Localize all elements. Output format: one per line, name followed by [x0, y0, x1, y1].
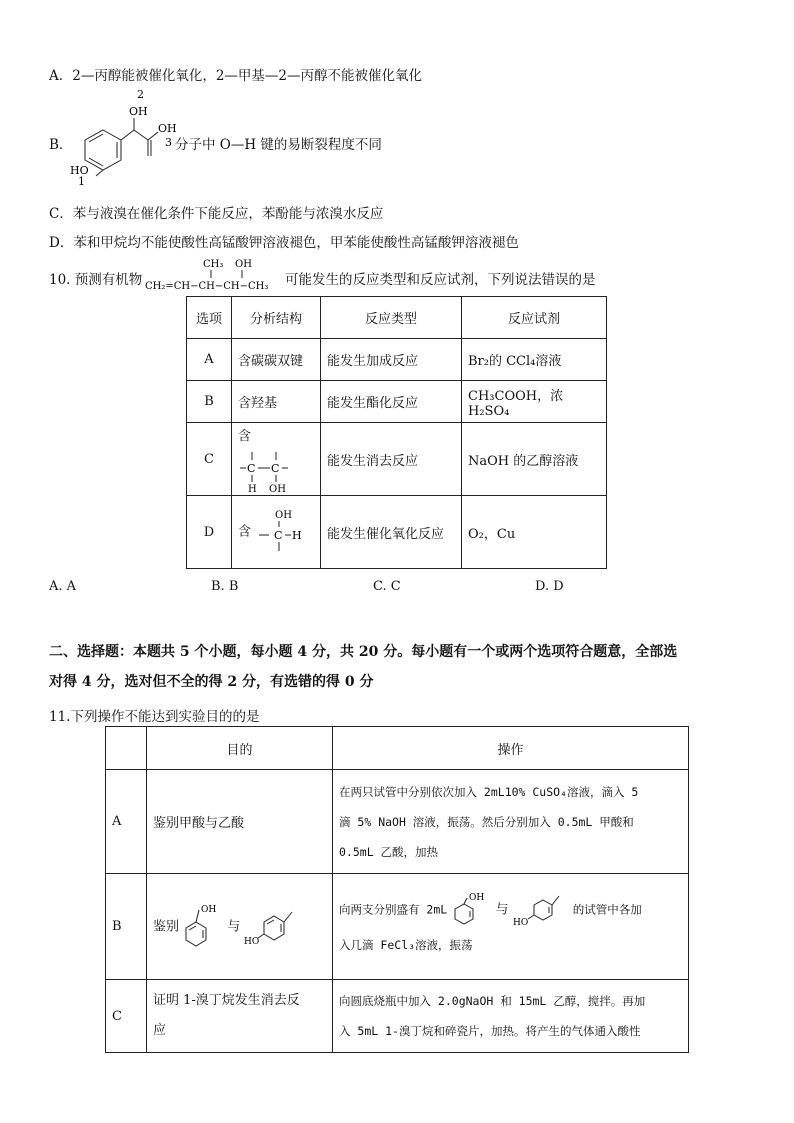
header-structure: 分析结构 — [232, 297, 321, 339]
header-blank — [106, 727, 147, 770]
c-c-oh-structure — [238, 444, 298, 494]
table-row — [187, 423, 607, 496]
label-2: 2 — [137, 88, 144, 101]
q9-option-a: A．2—丙醇能被催化氧化，2—甲基—2—丙醇不能被催化氧化 — [49, 68, 423, 84]
q10-molecule-formula — [143, 256, 285, 292]
q11-title: 11.下列操作不能达到实验目的的是 — [49, 709, 260, 725]
q9-option-c: C．苯与液溴在催化条件下能反应，苯酚能与浓溴水反应 — [49, 206, 384, 222]
svg-text:C: C — [271, 461, 280, 475]
q9-option-b-label: B． — [49, 137, 73, 153]
row-b-type: 能发生酯化反应 — [321, 381, 462, 423]
q10-table — [186, 296, 607, 569]
row-c-option: C — [187, 423, 232, 496]
p-cresol-structure — [244, 902, 300, 952]
q9-option-d: D．苯和甲烷均不能使酸性高锰酸钾溶液褪色，甲苯能使酸性高锰酸钾溶液褪色 — [49, 235, 519, 251]
row-b-structure: 含羟基 — [232, 381, 321, 423]
label-3: 3 — [165, 136, 172, 149]
svg-text:OH: OH — [469, 892, 485, 903]
row-a-option: A — [106, 770, 147, 874]
q10-prefix: 10. 预测有机物 — [49, 272, 143, 288]
label-1: 1 — [78, 175, 85, 188]
row-c-reagent: NaOH 的乙醇溶液 — [462, 423, 607, 496]
row-c-structure-prefix: 含 — [238, 428, 252, 444]
row-d-structure — [232, 496, 321, 569]
row-a-structure: 含碳碳双键 — [232, 339, 321, 381]
formula-oh-top: OH — [235, 259, 252, 270]
row-d-option: D — [187, 496, 232, 569]
row-b-operation: 向两支分别盛有 2mL OH 与 HO 的试管中各加 入几滴 FeCl₃溶液，振荡 — [333, 874, 689, 980]
q10-suffix: 可能发生的反应类型和反应试剂，下列说法错误的是 — [285, 272, 596, 288]
label-ho: HO — [70, 164, 89, 177]
q10-answer-b: B. B — [211, 579, 239, 594]
header-operation: 操作 — [333, 727, 689, 770]
table-row — [187, 496, 607, 569]
row-a-operation: 在两只试管中分别依次加入 2mL10% CuSO₄溶液，滴入 5 滴 5% NaOH 溶液，振荡。然后分别加入 0.5mL 甲酸和 0.5mL 乙酸，加热 — [333, 770, 689, 874]
header-reaction-type: 反应类型 — [321, 297, 462, 339]
row-a-type: 能发生加成反应 — [321, 339, 462, 381]
p-cresol-structure-2 — [513, 892, 569, 928]
section-2-heading-line1: 二、选择题：本题共 5 个小题，每小题 4 分，共 20 分。每小题有一个或两个选项符合题意，全部选 — [49, 644, 678, 660]
row-b-goal: 鉴别 OH 与 HO — [147, 874, 333, 980]
row-c-goal: 证明 1-溴丁烷发生消去反 应 — [147, 980, 333, 1053]
table-row — [106, 980, 689, 1053]
header-goal: 目的 — [147, 727, 333, 770]
svg-text:C: C — [274, 529, 283, 542]
row-c-operation: 向圆底烧瓶中加入 2.0gNaOH 和 15mL 乙醇，搅拌。再加 入 5mL 1-溴丁烷和碎瓷片，加热。将产生的气体通入酸性 — [333, 980, 689, 1053]
table-header-row — [187, 297, 607, 339]
row-c-structure — [232, 423, 321, 496]
row-b-option: B — [106, 874, 147, 980]
svg-text:HO: HO — [512, 917, 528, 928]
header-reagent: 反应试剂 — [462, 297, 607, 339]
svg-text:H: H — [292, 529, 302, 542]
row-a-option: A — [187, 339, 232, 381]
svg-text:HO: HO — [244, 936, 260, 947]
label-oh-acid: OH — [158, 122, 177, 135]
header-option: 选项 — [187, 297, 232, 339]
q9-option-b-text: 分子中 O—H 键的易断裂程度不同 — [175, 137, 382, 153]
row-d-structure-prefix: 含 — [238, 524, 252, 540]
section-2-heading-line2: 对得 4 分，选对但不全的得 2 分，有选错的得 0 分 — [49, 674, 374, 690]
ch-oh-structure — [255, 507, 305, 557]
row-b-option: B — [187, 381, 232, 423]
row-d-type: 能发生催化氧化反应 — [321, 496, 462, 569]
table-row — [106, 874, 689, 980]
table-header-row — [106, 727, 689, 770]
formula-ch3-top: CH₃ — [203, 259, 224, 270]
row-c-option: C — [106, 980, 147, 1053]
table-row — [187, 381, 607, 423]
svg-text:H: H — [248, 483, 257, 494]
svg-text:OH: OH — [201, 904, 217, 915]
q10-answer-a: A. A — [49, 579, 77, 594]
formula-main: CH₂=CH−CH−CH−CH₃ — [145, 281, 269, 292]
label-oh-top: OH — [129, 105, 148, 118]
row-a-reagent: Br₂的 CCl₄溶液 — [462, 339, 607, 381]
row-c-type: 能发生消去反应 — [321, 423, 462, 496]
row-d-reagent: O₂，Cu — [462, 496, 607, 569]
table-row — [187, 339, 607, 381]
q11-table — [105, 726, 689, 1053]
q10-answer-d: D. D — [535, 579, 564, 594]
svg-text:OH: OH — [275, 510, 293, 521]
benzyl-alcohol-structure-2 — [451, 892, 491, 928]
row-a-goal: 鉴别甲酸与乙酸 — [147, 770, 333, 874]
q10-answer-c: C. C — [373, 579, 401, 594]
svg-text:OH: OH — [269, 483, 286, 494]
table-row — [106, 770, 689, 874]
benzyl-alcohol-structure — [183, 902, 223, 952]
svg-text:C: C — [247, 461, 256, 475]
mandelic-acid-structure — [66, 86, 176, 186]
row-b-reagent: CH₃COOH，浓 H₂SO₄ — [462, 381, 607, 423]
